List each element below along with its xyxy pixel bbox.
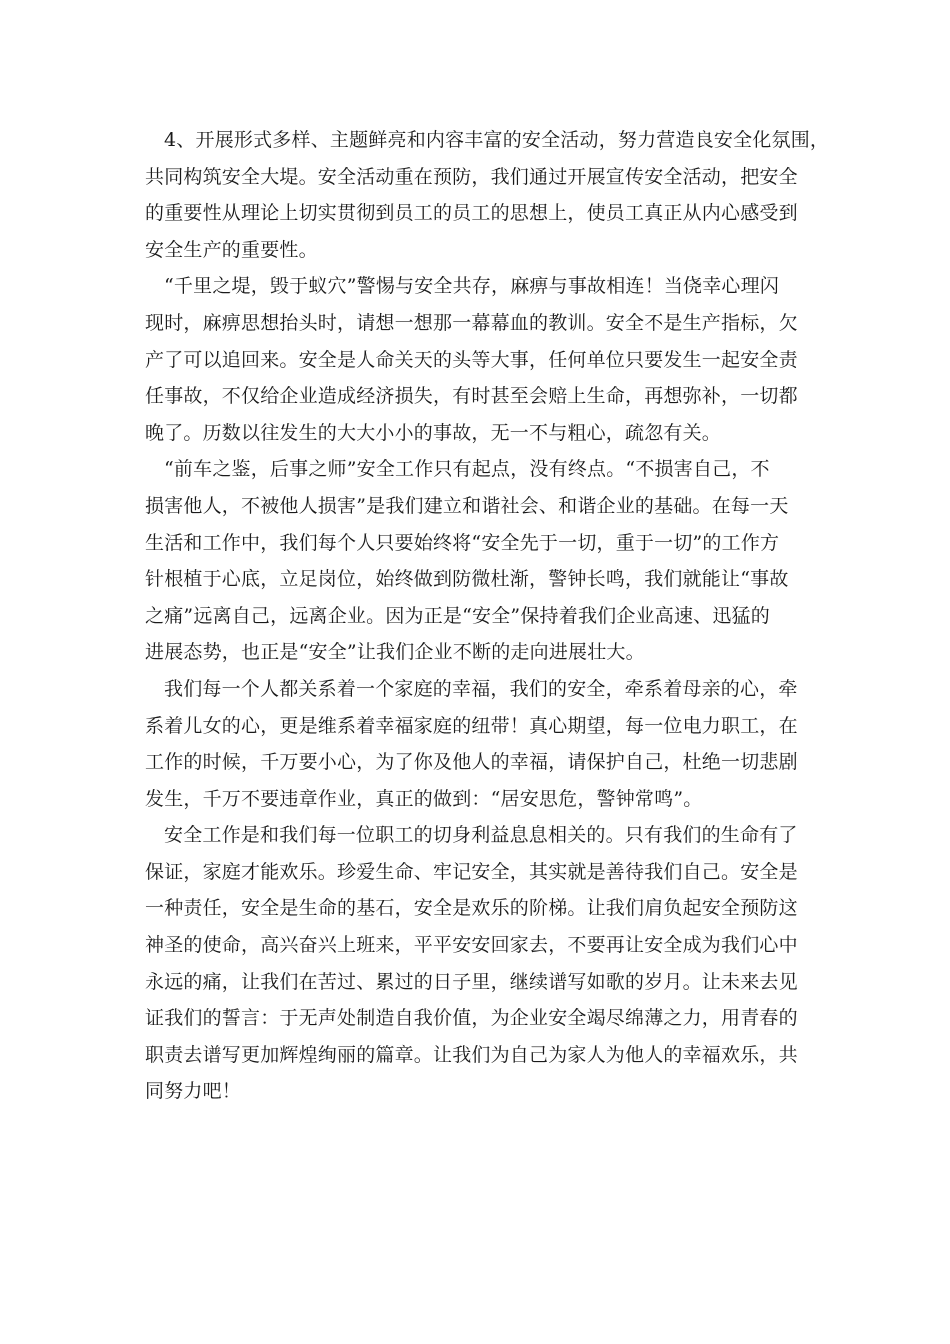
text-line: 保证，家庭才能欢乐。珍爱生命、牢记安全，其实就是善待我们自己。安全是 — [145, 860, 798, 883]
text-line: “前车之鉴，后事之师”安全工作只有起点，没有终点。“不损害自己，不 — [164, 458, 770, 481]
paragraph-1 — [145, 122, 830, 268]
paragraph-5 — [145, 817, 810, 1110]
text-line: 晚了。历数以往发生的大大小小的事故，无一不与粗心，疏忽有关。 — [145, 421, 722, 444]
text-line: 职责去谱写更加辉煌绚丽的篇章。让我们为自己为家人为他人的幸福欢乐，共 — [145, 1043, 798, 1066]
text-line: 之痛”远离自己，远离企业。因为正是“安全”保持着我们企业高速、迅猛的 — [145, 604, 770, 627]
text-line: 我们每一个人都关系着一个家庭的幸福，我们的安全，牵系着母亲的心，牵 — [164, 677, 798, 700]
text-line: 永远的痛，让我们在苦过、累过的日子里，继续谱写如歌的岁月。让未来去见 — [145, 970, 798, 993]
text-line: 系着儿女的心，更是维系着幸福家庭的纽带！真心期望，每一位电力职工，在 — [145, 714, 798, 737]
text-line: 安全工作是和我们每一位职工的切身利益息息相关的。只有我们的生命有了 — [164, 824, 798, 847]
text-line: 任事故，不仅给企业造成经济损失，有时甚至会赔上生命，再想弥补，一切都 — [145, 385, 798, 408]
paragraph-2 — [145, 268, 810, 451]
text-line: 现时，麻痹思想抬头时，请想一想那一幕幕血的教训。安全不是生产指标，欠 — [145, 311, 798, 334]
text-line: 同努力吧！ — [145, 1080, 242, 1103]
text-line: 工作的时候，千万要小心，为了你及他人的幸福，请保护自己，杜绝一切悲剧 — [145, 751, 798, 774]
text-line: 进展态势，也正是“安全”让我们企业不断的走向进展壮大。 — [145, 641, 645, 664]
text-line: 一种责任，安全是生命的基石，安全是欢乐的阶梯。让我们肩负起安全预防这 — [145, 897, 798, 920]
document-body — [145, 122, 830, 1110]
text-line: 神圣的使命，高兴奋兴上班来，平平安安回家去，不要再让安全成为我们心中 — [145, 934, 798, 957]
text-line: 产了可以追回来。安全是人命关天的头等大事，任何单位只要发生一起安全责 — [145, 348, 798, 371]
text-line: 发生，千万不要违章作业，真正的做到：“居安思危，警钟常鸣”。 — [145, 787, 703, 810]
text-line: 证我们的誓言：于无声处制造自我价值，为企业安全竭尽绵薄之力，用青春的 — [145, 1007, 798, 1030]
text-line: 安全生产的重要性。 — [145, 238, 318, 261]
text-line: “千里之堤，毁于蚁穴”警惕与安全共存，麻痹与事故相连！当侥幸心理闪 — [164, 275, 780, 298]
paragraph-4 — [145, 671, 810, 817]
text-line: 针根植于心底，立足岗位，始终做到防微杜渐，警钟长鸣，我们就能让“事故 — [145, 568, 789, 591]
text-line: 共同构筑安全大堤。安全活动重在预防，我们通过开展宣传安全活动，把安全 — [145, 165, 798, 188]
paragraph-3 — [145, 451, 810, 671]
text-line: 的重要性从理论上切实贯彻到员工的员工的思想上，使员工真正从内心感受到 — [145, 202, 798, 225]
text-line: 损害他人，不被他人损害”是我们建立和谐社会、和谐企业的基础。在每一天 — [145, 494, 789, 517]
text-line: 4、开展形式多样、主题鲜亮和内容丰富的安全活动，努力营造良安全化氛围， — [164, 129, 830, 151]
text-line: 生活和工作中，我们每个人只要始终将“安全先于一切，重于一切”的工作方 — [145, 531, 780, 554]
